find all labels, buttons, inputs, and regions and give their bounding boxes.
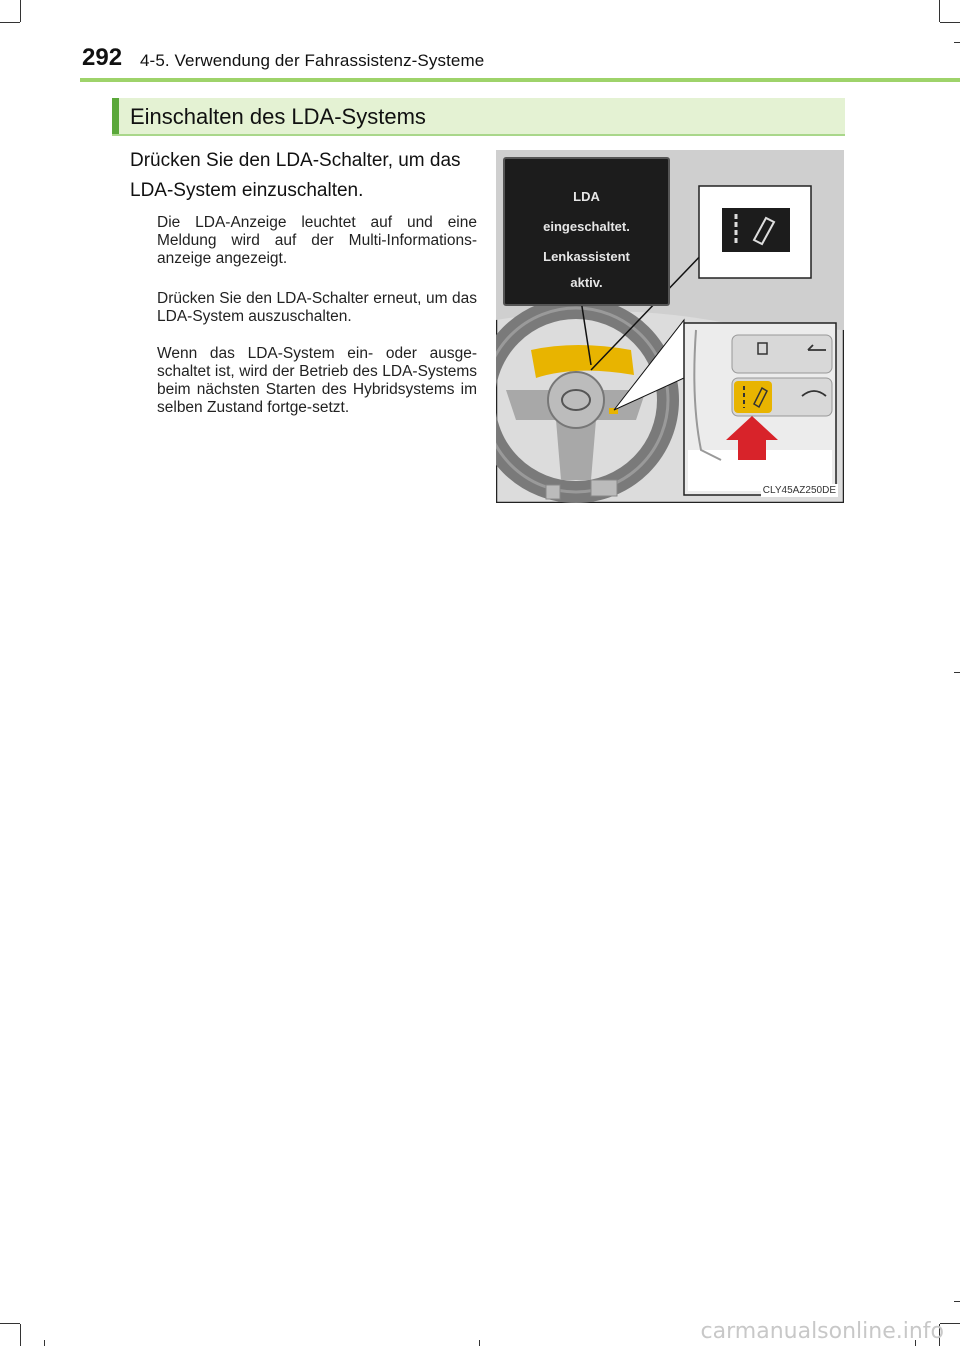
crop-mark (954, 672, 960, 673)
crop-mark (479, 1340, 480, 1346)
page-header (80, 44, 850, 78)
step-line-1: Drücken Sie den LDA-Schalter, um das (130, 150, 461, 171)
message-line-4: aktiv. (570, 275, 603, 290)
paragraph-1: Die LDA-Anzeige leuchtet auf und eine Meldung wird auf der Multi-Informations-anzeige angezeigt. (157, 214, 477, 267)
step-instruction (130, 146, 480, 206)
watermark: carmanualsonline.info (700, 1319, 944, 1344)
message-line-3: Lenkassistent (543, 249, 630, 264)
crop-mark (939, 0, 940, 22)
paragraph-2: Drücken Sie den LDA-Schalter erneut, um das LDA-System auszuschalten. (157, 290, 477, 325)
header-rule (80, 78, 960, 82)
crop-mark (0, 1323, 20, 1324)
page-number: 292 (82, 44, 123, 71)
crop-mark (954, 42, 960, 43)
section-heading (112, 98, 845, 134)
crop-mark (20, 1324, 21, 1346)
lda-illustration (496, 150, 844, 503)
crop-mark (0, 22, 20, 23)
crop-mark (44, 1340, 45, 1346)
message-line-2: eingeschaltet. (543, 219, 630, 234)
mid-display-message (503, 157, 670, 306)
section-underline (112, 134, 845, 136)
section-accent (112, 98, 119, 134)
crop-mark (940, 22, 960, 23)
crop-mark (954, 1301, 960, 1302)
step-line-2: LDA-System einzuschalten. (130, 180, 364, 201)
chapter-title: 4-5. Verwendung der Fahrassistenz-Systeme (140, 51, 485, 70)
crop-mark (20, 0, 21, 22)
message-line-1: LDA (573, 189, 600, 204)
section-title: Einschalten des LDA-Systems (130, 104, 426, 129)
paragraph-3: Wenn das LDA-System ein- oder ausge-schaltet ist, wird der Betrieb des LDA-Systems beim nächsten Starten des Hybridsystems im selben Zustand fortge-setzt. (157, 345, 477, 416)
figure-code: CLY45AZ250DE (762, 485, 836, 496)
